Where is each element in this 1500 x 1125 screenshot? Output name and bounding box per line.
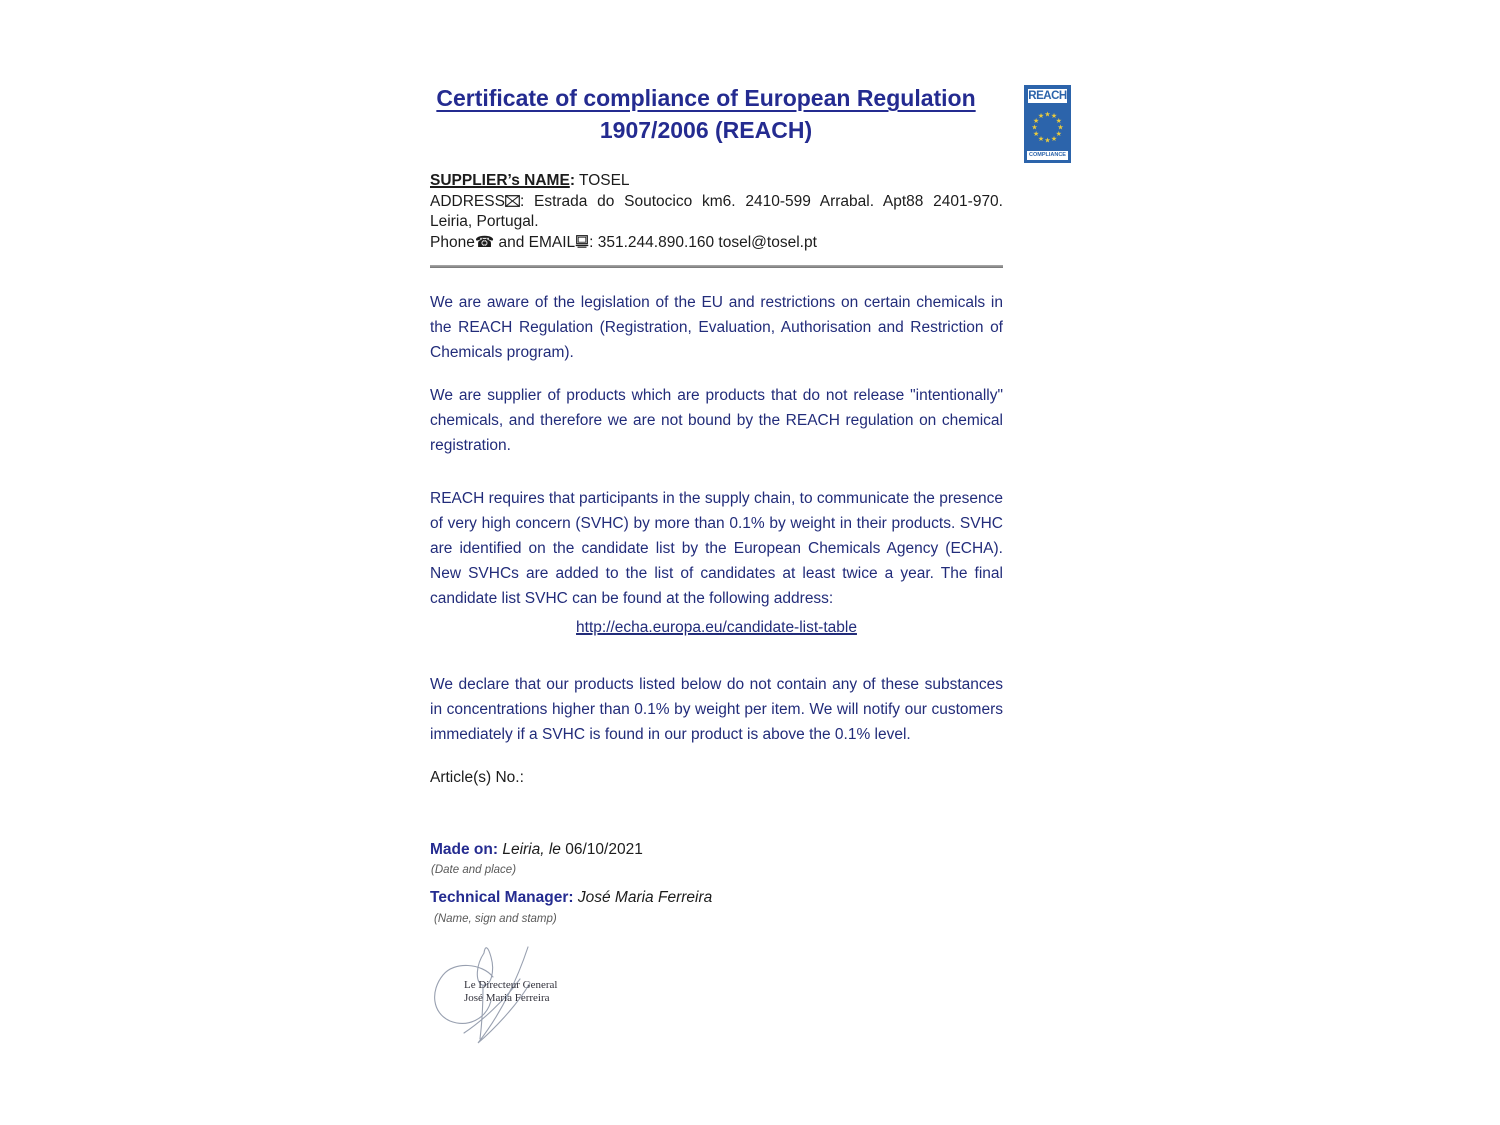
made-on-place: Leiria, le bbox=[498, 841, 561, 858]
phone-icon: ☎ bbox=[474, 233, 495, 251]
email-label: and EMAIL bbox=[494, 233, 576, 251]
paragraph-declaration: We declare that our products listed below do not contain any of these substances in concentrations higher than 0.1% by weight per item. We will notify our customers immediately if a SVHC is found in our product is above the 0.1% level. bbox=[430, 676, 1003, 743]
signature-stamp-text bbox=[464, 979, 557, 1005]
signature-block bbox=[420, 935, 590, 1070]
phone-label: Phone bbox=[430, 233, 475, 251]
supplier-block bbox=[430, 171, 1003, 253]
made-on-line bbox=[430, 841, 1003, 859]
eu-star-icon: ★ bbox=[1044, 111, 1051, 118]
eu-star-icon: ★ bbox=[1037, 112, 1045, 120]
eu-star-icon: ★ bbox=[1057, 124, 1064, 131]
title-line-1: Certificate of compliance of European Regulation bbox=[436, 85, 976, 111]
eu-star-icon: ★ bbox=[1037, 135, 1045, 143]
eu-star-icon: ★ bbox=[1033, 130, 1040, 138]
technical-manager-name: José Maria Ferreira bbox=[573, 889, 713, 906]
name-sign-stamp-hint: (Name, sign and stamp) bbox=[434, 913, 557, 925]
envelope-icon bbox=[505, 195, 520, 207]
address-value: : Estrada do Soutocico km6. 2410-599 Arrabal. Apt88 2401-970. Leiria, Portugal. bbox=[430, 192, 1003, 230]
made-on-date: 06/10/2021 bbox=[560, 841, 643, 858]
eu-star-icon: ★ bbox=[1055, 130, 1062, 138]
address-label: ADDRESS bbox=[430, 192, 505, 210]
candidate-list-link-line bbox=[430, 619, 1003, 637]
signature-title: Le Directeur General bbox=[464, 979, 558, 991]
reach-compliance-logo bbox=[1024, 85, 1071, 163]
document-title bbox=[376, 82, 1036, 146]
section-divider bbox=[430, 265, 1003, 268]
technical-manager-label: Technical Manager: bbox=[430, 889, 574, 906]
title-line-2: 1907/2006 (REACH) bbox=[599, 117, 813, 143]
eu-star-icon: ★ bbox=[1031, 124, 1038, 131]
paragraph-awareness: We are aware of the legislation of the EU and restrictions on certain chemicals in the REACH Regulation (Registration, Evaluation, Authorisation and Restriction of Chemicals program). bbox=[430, 294, 1003, 361]
supplier-address-line bbox=[430, 192, 1003, 233]
supplier-name-label: SUPPLIER’s NAME bbox=[430, 172, 570, 189]
reach-logo-subtitle: COMPLIANCE bbox=[1027, 151, 1068, 160]
supplier-name-line: SUPPLIER’s NAME: TOSEL bbox=[430, 172, 630, 189]
eu-stars-circle-icon bbox=[1027, 105, 1068, 150]
eu-star-icon: ★ bbox=[1050, 112, 1058, 120]
supplier-name-value: TOSEL bbox=[574, 172, 630, 189]
technical-manager-line bbox=[430, 889, 1003, 907]
contact-value: : 351.244.890.160 tosel@tosel.pt bbox=[589, 233, 817, 251]
signature-name: José Maria Ferreira bbox=[464, 992, 550, 1004]
eu-star-icon: ★ bbox=[1044, 137, 1051, 144]
computer-icon bbox=[575, 235, 589, 248]
date-place-hint: (Date and place) bbox=[431, 864, 517, 876]
eu-star-icon: ★ bbox=[1033, 117, 1040, 125]
supplier-contact-line bbox=[430, 233, 1003, 254]
eu-star-icon: ★ bbox=[1050, 135, 1058, 143]
reach-logo-title: REACH bbox=[1028, 90, 1067, 102]
made-on-label: Made on: bbox=[430, 841, 499, 858]
articles-no-label: Article(s) No.: bbox=[430, 769, 524, 786]
candidate-list-link[interactable]: http://echa.europa.eu/candidate-list-table bbox=[576, 619, 857, 636]
paragraph-supplier-statement: We are supplier of products which are products that do not release "intentionally" chemicals, and therefore we are not bound by the REACH regulation on chemical registration. bbox=[430, 387, 1003, 454]
paragraph-reach-requirements: REACH requires that participants in the supply chain, to communicate the presence of very high concern (SVHC) by more than 0.1% by weight in their products. SVHC are identified on the candidate list by the European Chemicals Agency (ECHA). New SVHCs are added to the list of candidates at least twice a year. The final candidate list SVHC can be found at the following address: bbox=[430, 490, 1003, 607]
eu-star-icon: ★ bbox=[1055, 117, 1062, 125]
